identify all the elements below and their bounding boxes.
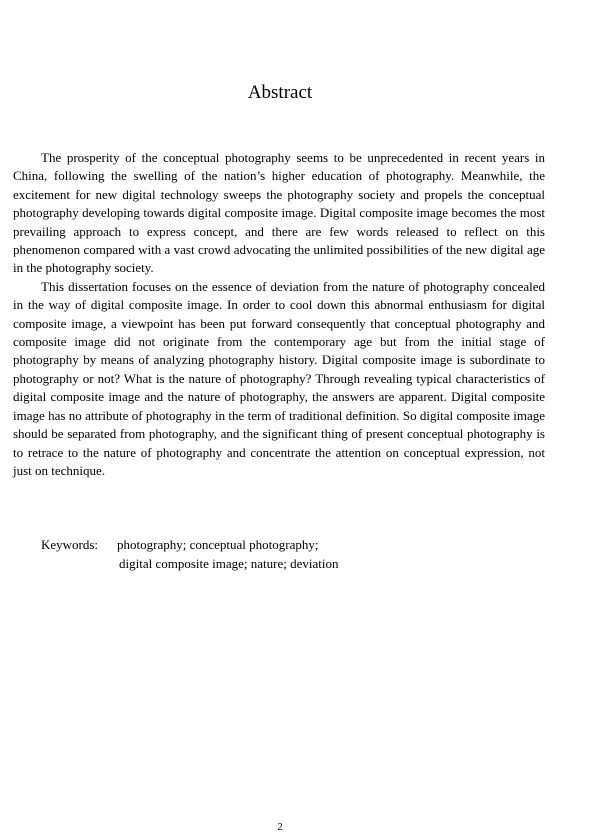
abstract-body xyxy=(13,149,545,480)
keywords-section xyxy=(41,535,339,573)
keywords-row xyxy=(41,535,339,554)
abstract-title: Abstract xyxy=(247,82,313,103)
keywords-label: Keywords: xyxy=(41,537,99,552)
keywords-line-2: digital composite image; nature; deviation xyxy=(119,556,339,571)
abstract-paragraph-2: This dissertation focuses on the essence of deviation from the nature of photography concealed in the way of digital composite image. In order to cool down this abnormal enthusiasm for digital composite image, a viewpoint has been put forward consequently that conceptual photography and composite image did not originate from the contemporary age but from the initial stage of photography by means of analyzing photography history. Digital composite image is subordinate to photography or not? What is the nature of photography? Through revealing typical characteristics of digital composite image and the nature of photography, the answers are apparent. Digital composite image has no attribute of photography in the term of traditional definition. So digital composite image should be separated from photography, and the significant thing of present conceptual photography is to retrace to the nature of photography and concentrate the attention on conceptual expression, not just on technique. xyxy=(13,278,545,478)
keywords-line-1: photography; conceptual photography; xyxy=(117,537,319,552)
page-number: 2 xyxy=(277,821,283,833)
abstract-paragraph-1: The prosperity of the conceptual photography seems to be unprecedented in recent years in China, following the swelling of the nation’s higher education of photography. Meanwhile, the excitement for new digital technology sweeps the photography society and propels the conceptual photography developing towards digital composite image. Digital composite image becomes the most prevailing approach to express concept, and there are few words released to reflect on this phenomenon compared with a vast crowd advocating the unlimited possibilities of the new digital age in the photography society. xyxy=(13,150,545,276)
